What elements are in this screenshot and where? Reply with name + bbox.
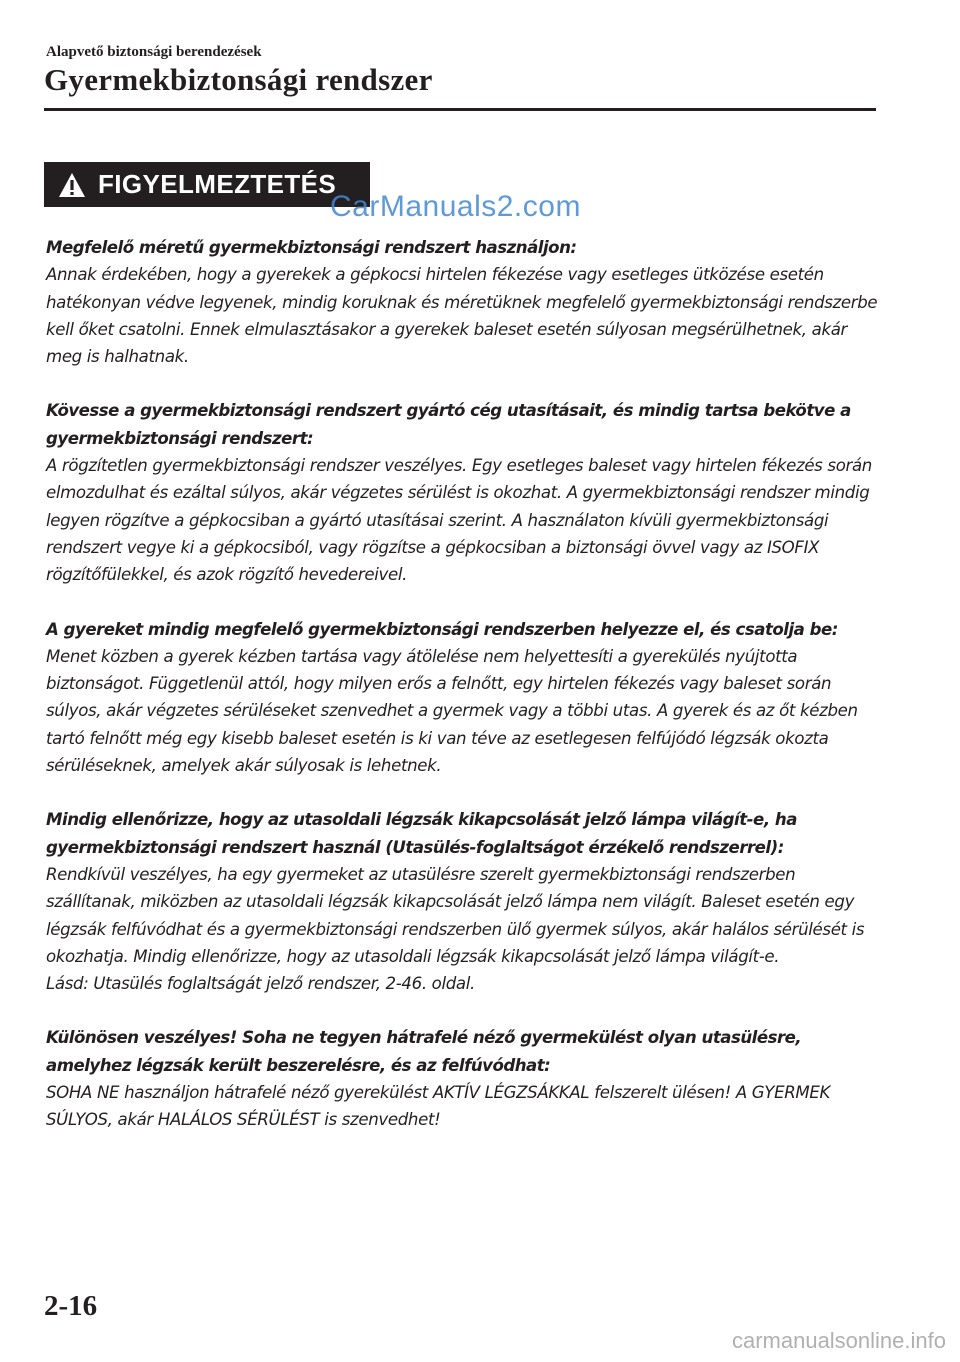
warning-heading: Megfelelő méretű gyermekbiztonsági rendszert használjon: [46,238,577,257]
warning-body: Annak érdekében, hogy a gyerekek a gépkocsi hirtelen fékezése vagy esetleges ütközése esetén hatékonyan védve legyenek, mindig koruknak és méretüknek megfelelő gyermekbiztonsági rendszerbe kell őket csatolni. Ennek elmulasztásakor a gyerekek baleset esetén súlyosan megsérülhetnek, akár meg is halhatnak. [46,265,878,367]
watermark-top: CarManuals2.com [330,190,581,223]
warning-label: FIGYELMEZTETÉS [98,169,337,199]
section-label: Alapvető biztonsági berendezések [46,44,262,60]
warning-reference: Lásd: Utasülés foglaltságát jelző rendszer, 2-46. oldal. [46,974,475,994]
warning-block [46,234,882,370]
warning-heading: Különösen veszélyes! Soha ne tegyen hátrafelé néző gyermekülést olyan utasülésre, amelyhez légzsák került beszerelésre, és az felfúvódhat: [46,1028,802,1075]
warning-block [46,1024,882,1133]
watermark-bottom: carmanualsonline.info [731,1328,946,1353]
warning-body: SOHA NE használjon hátrafelé néző gyerekülést AKTÍV LÉGZSÁKKAL felszerelt ülésen! A GYERMEK SÚLYOS, akár HALÁLOS SÉRÜLÉST is szenvedhet! [46,1083,831,1130]
warning-body: Menet közben a gyerek kézben tartása vagy átölelése nem helyettesíti a gyerekülés nyújtotta biztonságot. Függetlenül attól, hogy milyen erős a felnőtt, egy hirtelen fékezés vagy baleset során súlyos, akár végzetes sérüléseket szenvedhet a gyermek vagy a többi utas. A gyerek és az őt kézben tartó felnőtt még egy kisebb baleset esetén is ki van téve az esetlegesen felfújódó légzsák okozta sérüléseknek, amelyek akár súlyosak is lehetnek. [46,646,858,776]
warning-block [46,397,882,588]
warning-heading: A gyereket mindig megfelelő gyermekbiztonsági rendszerben helyezze el, és csatolja be: [46,619,838,639]
warning-heading: Kövesse a gyermekbiztonsági rendszert gyártó cég utasításait, és mindig tartsa bekötve a gyermekbiztonsági rendszert: [46,401,851,448]
title-divider [44,108,876,111]
warning-heading: Mindig ellenőrizze, hogy az utasoldali légzsák kikapcsolását jelző lámpa világít-e, ha gyermekbiztonsági rendszert használ (Utasülés-foglaltságot érzékelő rendszerrel): [46,810,797,857]
page-number: 2-16 [44,1290,98,1322]
warning-block [46,616,882,780]
warning-banner [44,162,370,207]
warning-block [46,806,882,997]
warning-body: A rögzítetlen gyermekbiztonsági rendszer veszélyes. Egy esetleges baleset vagy hirtelen fékezés során elmozdulhat és ezáltal súlyos, akár végzetes sérülést is okozhat. A gyermekbiztonsági rendszer mindig legyen rögzítve a gépkocsiban a gyártó utasításai szerint. A használaton kívüli gyermekbiztonsági rendszert vegye ki a gépkocsiból, vagy rögzítse a gépkocsiban a biztonsági övvel vagy az ISOFIX rögzítőfülekkel, és azok rögzítő hevedereivel. [46,456,872,585]
warning-body: Rendkívül veszélyes, ha egy gyermeket az utasülésre szerelt gyermekbiztonsági rendszerben szállítanak, miközben az utasoldali légzsák kikapcsolását jelző lámpa nem világít. Baleset esetén egy légzsák felfúvódhat és a gyermekbiztonsági rendszerben ülő gyermek súlyos, akár halálos sérülését is okozhatja. Mindig ellenőrizze, hogy az utasoldali légzsák kikapcsolását jelző lámpa világít-e. [46,864,865,966]
warning-triangle-icon [58,172,86,198]
page-title: Gyermekbiztonsági rendszer [44,62,433,97]
warning-content [46,234,882,1161]
